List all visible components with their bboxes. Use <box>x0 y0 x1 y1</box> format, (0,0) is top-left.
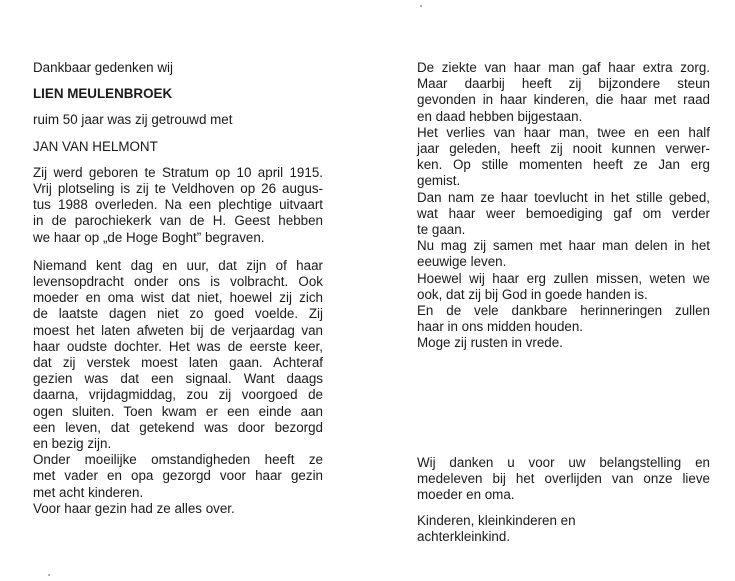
family-signature <box>417 513 710 545</box>
text-line: Zij werd geboren te Stratum op 10 april 1915. <box>33 164 323 180</box>
print-speck <box>48 574 50 576</box>
text-line: Nu mag zij samen met haar man delen in het <box>417 238 710 254</box>
reflection-paragraph <box>417 60 710 352</box>
text-line: Niemand kent dag en uur, dat zijn of haar <box>33 257 323 273</box>
text-line: Vrij plotseling is zij te Veldhoven op 26 augus- <box>33 181 323 197</box>
text-line: Voor haar gezin had ze alles over. <box>33 500 235 516</box>
right-column <box>417 60 710 546</box>
text-line: medeleven bij het overlijden van onze lieve <box>417 470 710 486</box>
text-line: moeder en oma wist dat niet, hoewel zij zich <box>33 290 323 306</box>
text-line: dat zij verstek moest laten gaan. Achteraf <box>33 355 323 371</box>
left-column <box>33 60 323 517</box>
text-line: Wij danken u voor uw belangstelling en <box>417 454 710 470</box>
intro-text: Dankbaar gedenken wij <box>33 60 173 75</box>
deceased-name: LIEN MEULENBROEK <box>33 86 173 102</box>
text-line: ook, dat zij bij God in goede handen is. <box>417 286 648 302</box>
text-line: haar oudste dochter. Het was de eerste keer, <box>33 338 323 354</box>
text-line: En de vele dankbare herinneringen zullen <box>417 303 710 319</box>
text-line: ogen sluiten. Toen kwam er een einde aan <box>33 403 323 419</box>
text-line: Kinderen, kleinkinderen en <box>417 513 576 529</box>
print-speck <box>420 5 422 7</box>
text-line: daarna, vrijdagmiddag, zou zij voorgoed de <box>33 387 323 403</box>
text-line: achterkleinkind. <box>417 529 511 545</box>
text-line: gezien was dat een signaal. Want daags <box>33 371 323 387</box>
text-line: jaar geleden, heeft zij nooit kunnen verwer- <box>417 141 710 157</box>
text-line: ken. Op stille momenten heeft ze Jan erg <box>417 157 710 173</box>
text-line: Onder moeilijke omstandigheden heeft ze <box>33 452 323 468</box>
spouse-name: JAN VAN HELMONT <box>33 138 158 154</box>
text-line: De ziekte van haar man gaf haar extra zorg. <box>417 60 710 75</box>
married-text: ruim 50 jaar was zij getrouwd met <box>33 112 233 128</box>
text-line: gemist. <box>417 173 461 189</box>
birth-death-paragraph <box>33 165 323 246</box>
text-line: een leven, dat getekend was door bezorgd <box>33 419 323 435</box>
text-line: Het verlies van haar man, twee en een half <box>417 124 710 140</box>
text-line: tus 1988 overleden. Na een plechtige uitvaart <box>33 197 323 213</box>
text-line: Dan nam ze haar toevlucht in het stille gebed, <box>417 189 710 205</box>
text-line: met vader en opa gezorgd voor haar gezin <box>33 468 323 484</box>
text-line: moest het laten afweten bij de verjaardag van <box>33 322 323 338</box>
text-line: Maar daarbij heeft zij bijzondere steun <box>417 76 710 92</box>
text-line: we haar op „de Hoge Boght” begraven. <box>33 229 265 245</box>
thanks-paragraph <box>417 455 710 504</box>
text-line: haar in ons midden houden. <box>417 319 584 335</box>
text-line: en bezig zijn. <box>33 436 112 452</box>
text-line: in de parochiekerk van de H. Geest hebben <box>33 213 323 229</box>
text-line: Moge zij rusten in vrede. <box>417 335 563 351</box>
text-line: met acht kinderen. <box>33 484 144 500</box>
text-line: gevonden in haar kinderen, die haar met raad <box>417 92 710 108</box>
text-line: en daad hebben bijgestaan. <box>417 108 583 124</box>
text-line: eeuwige leven. <box>417 254 507 270</box>
text-line: de laatste dagen niet zo goed voelde. Zij <box>33 306 323 322</box>
life-paragraph <box>33 258 323 517</box>
text-line: te gaan. <box>417 222 466 238</box>
text-line: wat haar weer bemoediging gaf om verder <box>417 205 710 221</box>
text-line: Hoewel wij haar erg zullen missen, weten we <box>417 270 710 286</box>
text-line: moeder en oma. <box>417 487 515 503</box>
text-line: levensopdracht onder ons is volbracht. Ook <box>33 274 323 290</box>
